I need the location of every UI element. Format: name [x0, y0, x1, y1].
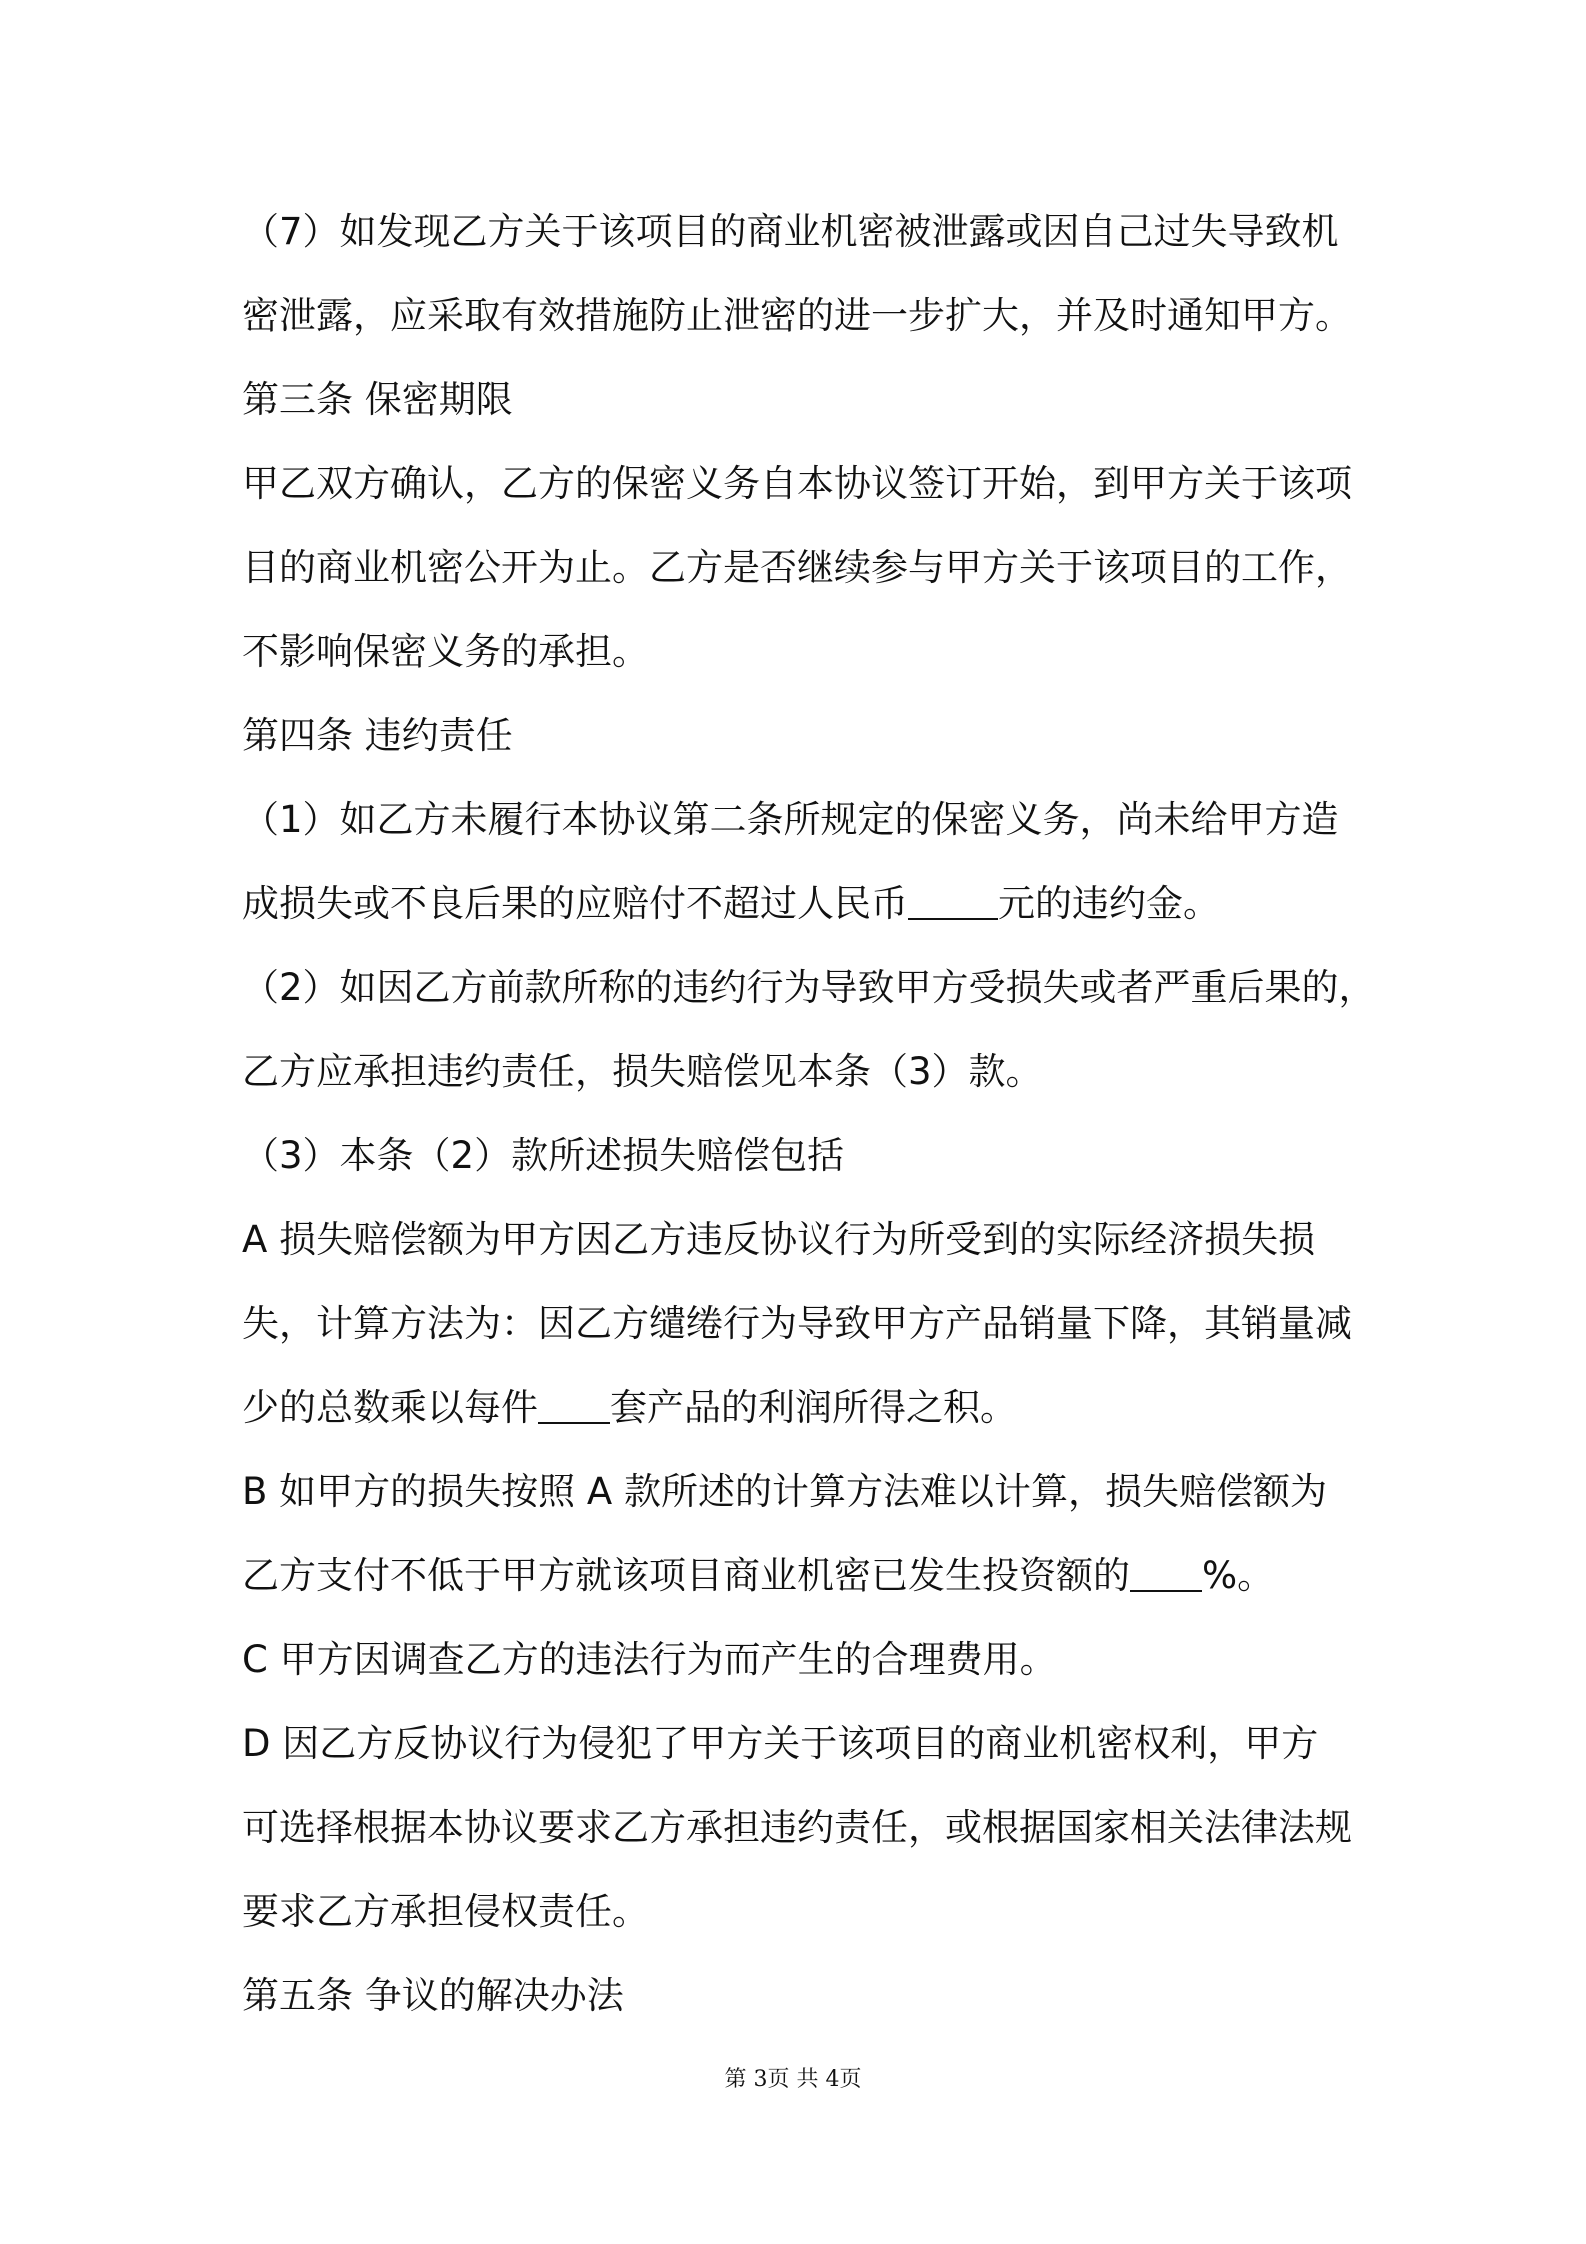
paragraph-line-with-blank [242, 862, 1382, 946]
article-number: 第四条 [242, 714, 353, 757]
paragraph-line: D 因乙方反协议行为侵犯了甲方关于该项目的商业机密权利，甲方 [242, 1722, 1319, 1765]
paragraph-line: 失，计算方法为：因乙方缱绻行为导致甲方产品销量下降，其销量减 [242, 1302, 1352, 1345]
paragraph-line: （7）如发现乙方关于该项目的商业机密被泄露或因自己过失导致机 [242, 210, 1339, 253]
paragraph-line: B 如甲方的损失按照 A 款所述的计算方法难以计算，损失赔偿额为 [242, 1470, 1327, 1513]
page-number-footer: 第 3页 共 4页 [724, 2067, 862, 2092]
text-after-blank: %。 [1202, 1554, 1275, 1597]
paragraph-line: 密泄露，应采取有效措施防止泄密的进一步扩大，并及时通知甲方。 [242, 294, 1352, 337]
paragraph-line: 目的商业机密公开为止。乙方是否继续参与甲方关于该项目的工作， [242, 546, 1352, 589]
article-heading-3 [242, 358, 1382, 442]
text-after-blank: 元的违约金。 [998, 882, 1220, 925]
paragraph-line: 要求乙方承担侵权责任。 [242, 1890, 649, 1933]
article-title: 保密期限 [353, 378, 513, 421]
paragraph-line: A 损失赔偿额为甲方因乙方违反协议行为所受到的实际经济损失损 [242, 1218, 1316, 1261]
paragraph-line: 不影响保密义务的承担。 [242, 630, 649, 673]
paragraph-line: （3）本条（2）款所述损失赔偿包括 [242, 1134, 845, 1177]
text-before-blank: 成损失或不良后果的应赔付不超过人民币 [242, 882, 908, 925]
paragraph-line: （2）如因乙方前款所称的违约行为导致甲方受损失或者严重后果的， [242, 966, 1376, 1009]
text-before-blank: 少的总数乘以每件 [242, 1386, 538, 1429]
article-heading-5 [242, 1954, 1382, 2038]
paragraph-line: 甲乙双方确认，乙方的保密义务自本协议签订开始，到甲方关于该项 [242, 462, 1352, 505]
article-number: 第五条 [242, 1974, 353, 2017]
article-number: 第三条 [242, 378, 353, 421]
text-before-blank: 乙方支付不低于甲方就该项目商业机密已发生投资额的 [242, 1554, 1130, 1597]
paragraph-line: （1）如乙方未履行本协议第二条所规定的保密义务，尚未给甲方造 [242, 798, 1339, 841]
document-body [242, 190, 1382, 2038]
article-heading-4 [242, 694, 1382, 778]
fill-in-blank[interactable] [1130, 1548, 1202, 1592]
paragraph-line: 可选择根据本协议要求乙方承担违约责任，或根据国家相关法律法规 [242, 1806, 1352, 1849]
article-title: 违约责任 [353, 714, 513, 757]
fill-in-blank[interactable] [908, 876, 998, 920]
text-after-blank: 套产品的利润所得之积。 [610, 1386, 1017, 1429]
paragraph-line-with-blank [242, 1534, 1382, 1618]
paragraph-line: 乙方应承担违约责任，损失赔偿见本条（3）款。 [242, 1050, 1043, 1093]
paragraph-line: C 甲方因调查乙方的违法行为而产生的合理费用。 [242, 1638, 1057, 1681]
article-title: 争议的解决办法 [353, 1974, 624, 2017]
paragraph-line-with-blank [242, 1366, 1382, 1450]
fill-in-blank[interactable] [538, 1380, 610, 1424]
